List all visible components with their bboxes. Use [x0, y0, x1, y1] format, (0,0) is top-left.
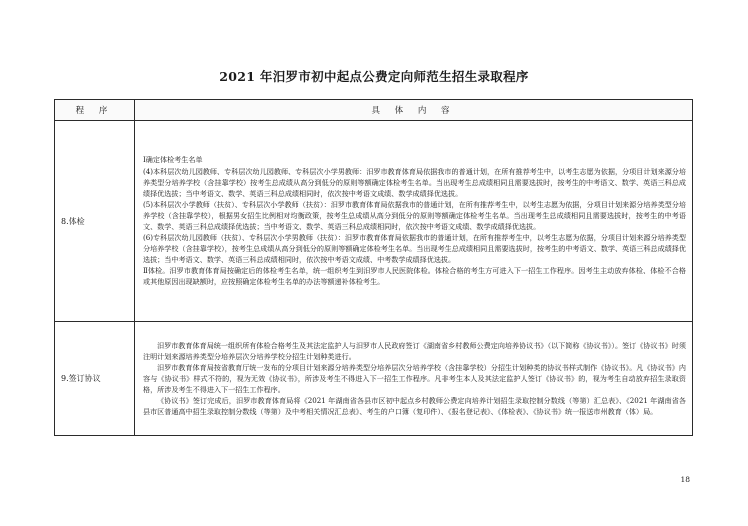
header-content: 具 体 内 容	[135, 100, 693, 121]
content-paragraph: Ⅰ确定体检考生名单	[143, 155, 203, 165]
step-content	[135, 322, 693, 436]
procedure-table	[54, 99, 693, 436]
header-step: 程 序	[55, 100, 135, 121]
content-paragraph: (4)本科层次幼儿园教师、专科层次幼儿园教师、专科层次小学男教师：汨罗市教育体育局依据我市的普通计划，在所有推荐考生中，以考生志愿为依据，分项目计划来源分培养类型分培养学校（含挂靠学校）按考生总成绩从高分到低分的原则等额确定体检考生名单。当出现考生总成绩相同且需要选拔时，按考生的中考语文、数学、英语三科总成绩择优选拔；当中考语文、数学、英语三科总成绩相同时，依次按中考语文成绩、数学成绩择优选拔。	[143, 166, 686, 198]
content-paragraph: 汨罗市教育体育局统一组织所有体检合格考生及其法定监护人与汨罗市人民政府签订《湖南省乡村教师公费定向培养协议书》（以下简称《协议书》）。签订《协议书》时须注明计划来源培养类型分培养层次分培养学校分招生计划种类进行。	[143, 340, 686, 361]
content-paragraph: (6)专科层次幼儿园教师（扶贫）、专科层次小学男教师（扶贫）：汨罗市教育体育局依据我市的普通计划，在所有推荐考生中，以考生志愿为依据，分项目计划来源分培养类型分培养学校（含挂靠学校），按考生总成绩从高分到低分的原则等额确定体检考生名单。当出现考生总成绩相同且需要选拔时，按考生的中考语文、数学、英语三科总成绩择优选拔；当中考语文、数学、英语三科总成绩相同时，依次按中考语文成绩、中考数学成绩择优选拔。	[143, 233, 686, 265]
content-paragraph: (5)本科层次小学教师（扶贫）、专科层次小学教师（扶贫）：汨罗市教育体育局依据我市的普通计划，在所有推荐考生中，以考生志愿为依据，分项目计划来源分培养类型分培养学校（含挂靠学校），根据男女招生比例相对均衡政策，按考生总成绩从高分到低分的原则等额确定体检考生名单。当出现考生总成绩相同且需要选拔时，按考生的中考语文、数学、英语三科总成绩择优选拔；当中考语文、数学、英语三科总成绩相同时，依次按中考语文成绩、数学成绩择优选拔。	[143, 199, 686, 231]
content-paragraph: 汨罗市教育体育局按省教育厅统一发布的分项目计划来源分培养类型分培养层次分培养学校（含挂靠学校）分招生计划种类的协议书样式制作《协议书》。凡《协议书》内容与《协议书》样式不符的，视为无效《协议书》，所涉及考生不得进入下一招生工作程序。凡非考生本人及其法定监护人签订《协议书》的，视为考生自动放弃招生录取资格，所涉及考生不得进入下一招生工作程序。	[143, 362, 686, 395]
table-row	[55, 121, 693, 322]
step-label: 9.签订协议	[55, 322, 135, 436]
step-label: 8.体检	[55, 121, 135, 322]
table-header-row	[55, 100, 693, 121]
content-paragraph: 《协议书》签订完成后，汨罗市教育体育局将《2021 年湖南省各县市区初中起点乡村教师公费定向培养计划招生录取控制分数线（等第）汇总表》、《2021 年湖南省各县市区普通高中招生录取控制分数线（等第）及中考相关情况汇总表》、考生的户口簿（复印件）、《报名登记表》、《体检表》、《协议书》统一报送市州教育（体）局。	[143, 396, 686, 417]
step-content	[135, 121, 693, 322]
document-title: 2021 年汨罗市初中起点公费定向师范生招生录取程序	[219, 69, 529, 84]
content-paragraph: Ⅱ体检。汨罗市教育体育局按确定后的体检考生名单，统一组织考生到汨罗市人民医院体检。体检合格的考生方可进入下一招生工作程序。因考生主动放弃体检、体检不合格或其他原因出现缺额时，应按照确定体检考生名单的办法等额递补体检考生。	[143, 266, 686, 287]
table-row	[55, 322, 693, 436]
page-number: 18	[680, 475, 690, 484]
